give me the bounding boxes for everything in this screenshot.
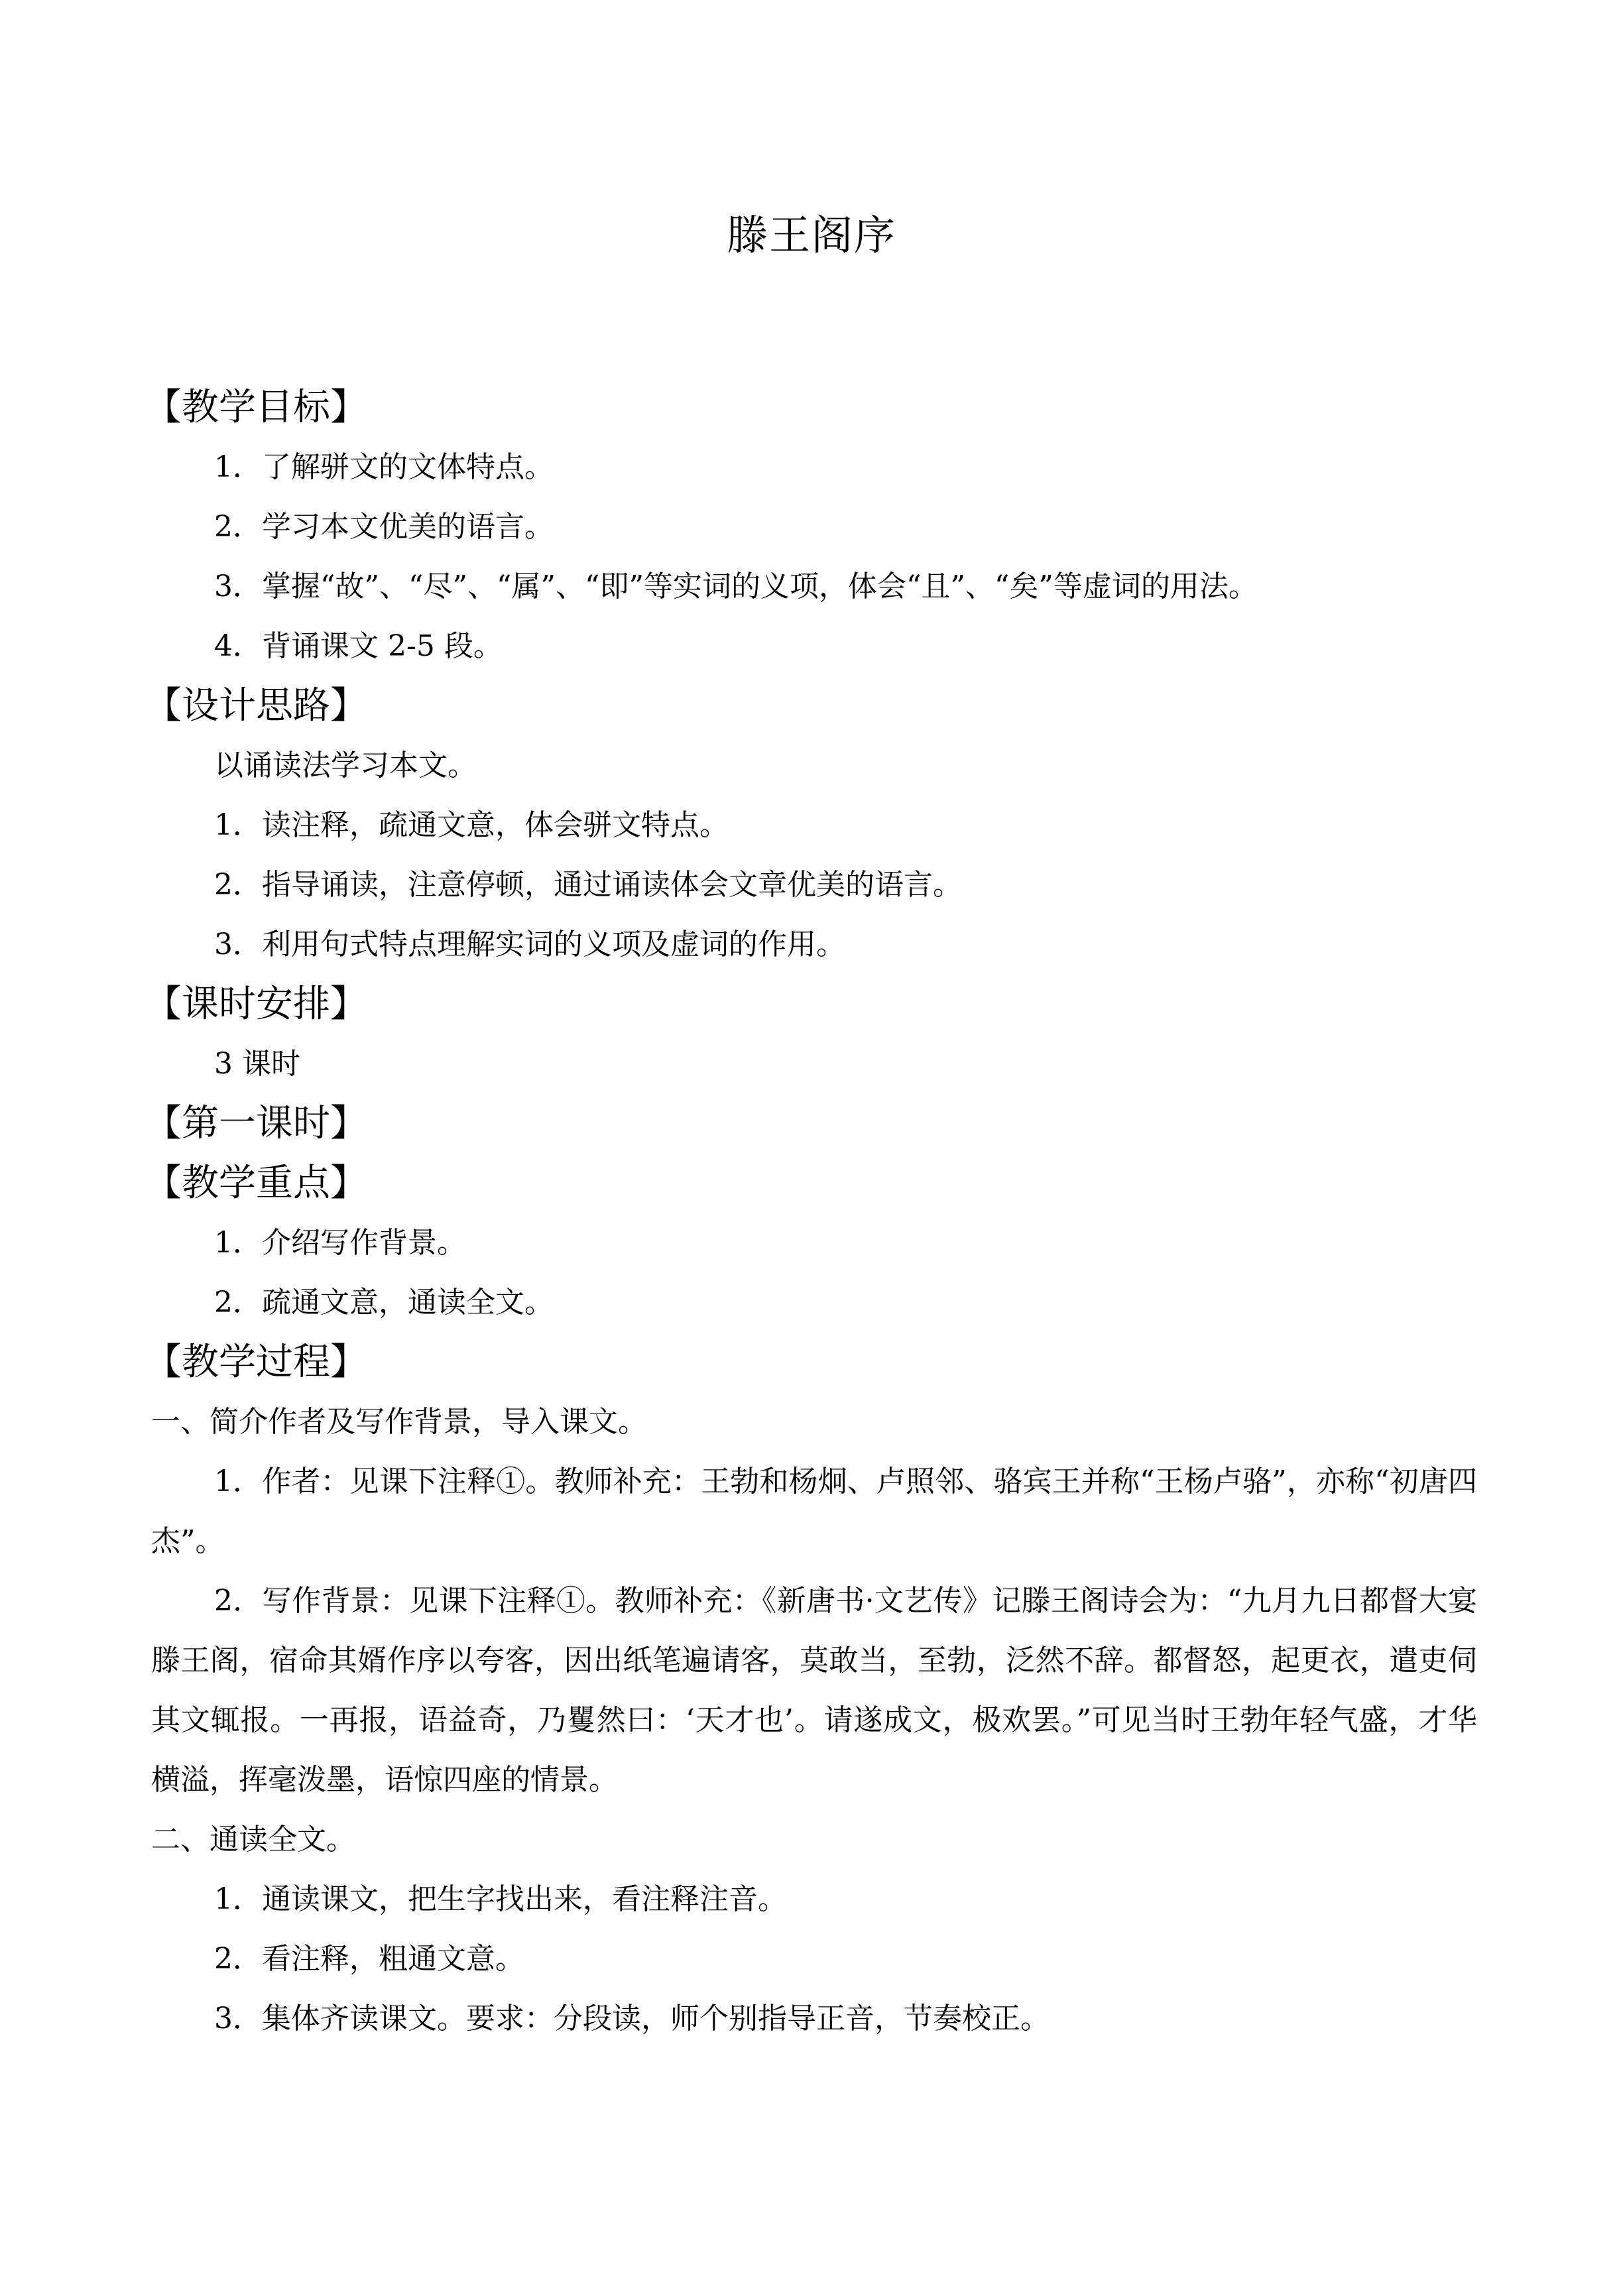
process-part1-title: 一、简介作者及写作背景，导入课文。 (151, 1405, 647, 1439)
process-part2-item: 3．集体齐读课文。要求：分段读，师个别指导正音，节奏校正。 (214, 2002, 1050, 2035)
schedule-heading: 【课时安排】 (145, 983, 367, 1026)
objectives-heading: 【教学目标】 (145, 386, 367, 429)
process-part1-item (151, 1571, 1477, 1810)
schedule-text: 3 课时 (214, 1047, 300, 1081)
design-item: 2．指导诵读，注意停顿，通过诵读体会文章优美的语言。 (214, 868, 962, 902)
key-point-item: 1．介绍写作背景。 (214, 1226, 466, 1260)
design-intro: 以诵读法学习本文。 (214, 749, 477, 782)
first-lesson-heading: 【第一课时】 (145, 1102, 367, 1145)
design-item: 1．读注释，疏通文意，体会骈文特点。 (214, 808, 729, 842)
objective-item: 3．掌握“故”、“尽”、“属”、“即”等实词的义项，体会“且”、“矣”等虚词的用法。 (214, 570, 1258, 603)
process-heading: 【教学过程】 (145, 1341, 367, 1384)
process-part1-item-text: 2．写作背景：见课下注释①。教师补充：《新唐书·文艺传》记滕王阁诗会为：“九月九日都督大宴滕王阁，宿命其婿作序以夸客，因出纸笔遍请客，莫敢当，至勃，泛然不辞。都督怒，起更衣，遣吏伺其文辄报。一再报，语益奇，乃矍然曰：‘天才也’。请遂成文，极欢罢。”可见当时王勃年轻气盛，才华横溢，挥毫泼墨，语惊四座的情景。 (151, 1584, 1477, 1797)
objective-item: 4．背诵课文 2-5 段。 (214, 629, 503, 663)
objective-item: 2．学习本文优美的语言。 (214, 510, 554, 544)
design-heading: 【设计思路】 (145, 684, 367, 727)
process-part2-item: 1．通读课文，把生字找出来，看注释注音。 (214, 1882, 787, 1916)
design-item: 3．利用句式特点理解实词的义项及虚词的作用。 (214, 928, 845, 961)
process-part2-title: 二、通读全文。 (151, 1823, 355, 1856)
key-point-item: 2．疏通文意，通读全文。 (214, 1286, 554, 1319)
process-part2-item: 2．看注释，粗通文意。 (214, 1942, 524, 1976)
process-part1-item (151, 1452, 1477, 1571)
document-title: 滕王阁序 (726, 211, 896, 259)
process-part1-item-text: 1．作者：见课下注释①。教师补充：王勃和杨炯、卢照邻、骆宾王并称“王杨卢骆”，亦称“初唐四杰”。 (151, 1465, 1477, 1558)
objective-item: 1．了解骈文的文体特点。 (214, 450, 554, 484)
document-body (145, 378, 1490, 2049)
key-points-heading: 【教学重点】 (145, 1162, 367, 1205)
